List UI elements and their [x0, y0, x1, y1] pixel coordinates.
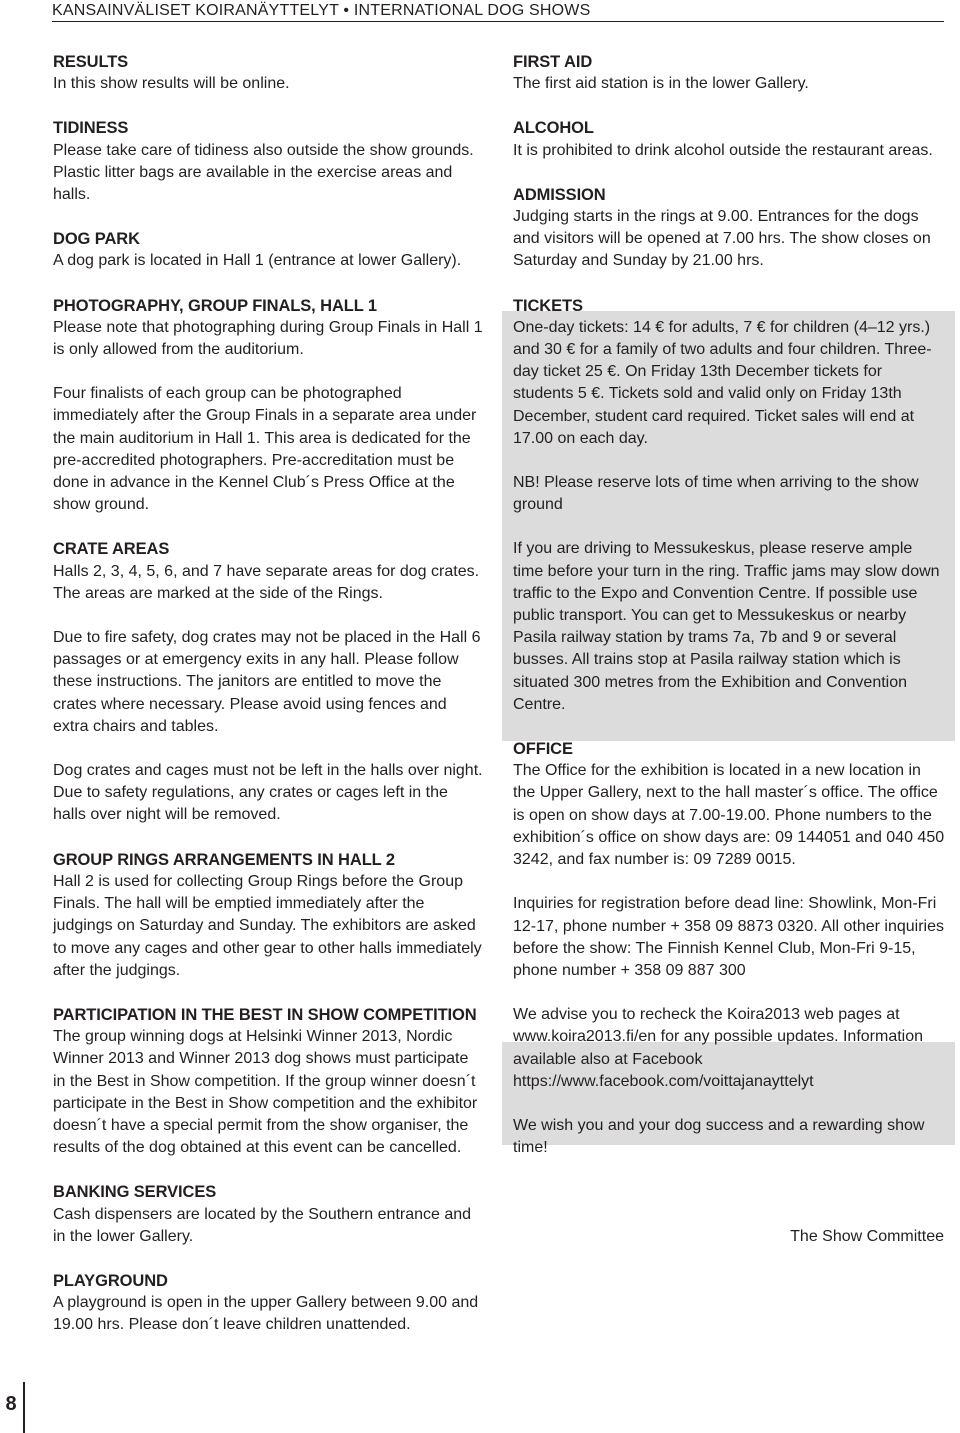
right-column: [513, 51, 945, 1159]
playground-heading: PLAYGROUND: [53, 1271, 168, 1290]
photography-heading: PHOTOGRAPHY, GROUP FINALS, HALL 1: [53, 296, 377, 315]
playground-section: [53, 1270, 485, 1337]
tickets-section: [513, 295, 945, 716]
results-heading: RESULTS: [53, 53, 129, 71]
results-text: In this show results will be online.: [53, 75, 290, 93]
tickets-heading: TICKETS: [513, 296, 583, 315]
admission-heading: ADMISSION: [513, 185, 606, 204]
best-in-show-text: The group winning dogs at Helsinki Winner 2013, Nordic Winner 2013 and Winner 2013 dog shows must participate in the Best in Show competition. If the group winner doesn´t participate in the Best in Show competition and the exhibitor doesn´t have a special permit from the show organiser, the results of the dog obtained at this event can be cancelled.: [53, 1028, 478, 1157]
group-rings-heading: GROUP RINGS ARRANGEMENTS IN HALL 2: [53, 850, 395, 869]
banking-text: Cash dispensers are located by the Southern entrance and in the lower Gallery.: [53, 1205, 472, 1245]
dog-park-heading: DOG PARK: [53, 230, 140, 249]
dog-park-text: A dog park is located in Hall 1 (entrance at lower Gallery).: [53, 252, 462, 270]
tickets-text-2: NB! Please reserve lots of time when arriving to the show ground: [513, 474, 919, 514]
tickets-text-1: One-day tickets: 14 € for adults, 7 € for children (4–12 yrs.) and 30 € for a family of two adults and four children. Three-day ticket 25 €. On Friday 13th December tickets for students 5 €. Tickets sold and valid only on Friday 13th December, student card required. Ticket sales will end at 17.00 on each day.: [513, 318, 932, 447]
best-in-show-section: [53, 1004, 485, 1159]
admission-section: [513, 184, 945, 273]
crate-areas-text-2: Due to fire safety, dog crates may not be placed in the Hall 6 passages or at emergency exits in any hall. Please follow these instructions. The janitors are entitled to move the crates where necessary. Please avoid using fences and extra chairs and tables.: [53, 629, 481, 735]
photography-section: [53, 295, 485, 517]
photography-text-2: Four finalists of each group can be photographed immediately after the Group Finals in a separate area under the main auditorium in Hall 1. This area is dedicated for the pre-accredited photographers. Pre-accreditation must be done in advance in the Kennel Club´s Press Office at the show ground.: [53, 385, 477, 514]
photography-text-1: Please note that photographing during Group Finals in Hall 1 is only allowed from the auditorium.: [53, 318, 483, 359]
crate-areas-heading: CRATE AREAS: [53, 540, 170, 559]
best-in-show-heading: PARTICIPATION IN THE BEST IN SHOW COMPETITION: [53, 1005, 477, 1024]
group-rings-text: Hall 2 is used for collecting Group Rings before the Group Finals. The hall will be emptied immediately after the judgings on Saturday and Sunday. The exhibitors are asked to move any cages and other gear to other halls immediately after the judgings.: [53, 872, 482, 979]
group-rings-section: [53, 849, 485, 982]
left-column: [53, 51, 485, 1337]
results-section: [53, 51, 485, 95]
alcohol-heading: ALCOHOL: [513, 119, 594, 138]
tidiness-section: [53, 117, 485, 206]
page-number: 8: [5, 1393, 17, 1415]
first-aid-text: The first aid station is in the lower Gallery.: [513, 75, 809, 93]
dog-park-section: [53, 228, 485, 272]
banking-section: [53, 1181, 485, 1248]
signature: The Show Committee: [790, 1228, 944, 1245]
tidiness-heading: TIDINESS: [53, 119, 129, 138]
banking-heading: BANKING SERVICES: [53, 1183, 217, 1202]
alcohol-section: [513, 117, 945, 161]
alcohol-text: It is prohibited to drink alcohol outside the restaurant areas.: [513, 141, 933, 159]
tidiness-text: Please take care of tidiness also outside the show grounds. Plastic litter bags are available in the exercise areas and halls.: [53, 141, 474, 204]
office-text-4: We wish you and your dog success and a rewarding show time!: [513, 1116, 925, 1157]
running-head: KANSAINVÄLISET KOIRANÄYTTELYT • INTERNATIONAL DOG SHOWS: [52, 2, 591, 19]
folio-rule: [23, 1382, 25, 1433]
crate-areas-text-3: Dog crates and cages must not be left in the halls over night. Due to safety regulations, any crates or cages left in the halls over night will be removed.: [53, 762, 483, 824]
crate-areas-text-1: Halls 2, 3, 4, 5, 6, and 7 have separate areas for dog crates. The areas are marked at the side of the Rings.: [53, 562, 480, 602]
office-text-1: The Office for the exhibition is located in a new location in the Upper Gallery, next to the hall master´s office. The office is open on show days at 7.00-19.00. Phone numbers to the exhibition´s office on show days are: 09 144051 and 040 450 3242, and fax number is: 09 7289 0015.: [513, 762, 945, 869]
playground-text: A playground is open in the upper Gallery between 9.00 and 19.00 hrs. Please don´t leave children unattended.: [53, 1294, 479, 1334]
office-section: [513, 738, 945, 1159]
tickets-text-3: If you are driving to Messukeskus, please reserve ample time before your turn in the ring. Traffic jams may slow down traffic to the Expo and Convention Centre. If possible use public transport. You can get to Messukeskus or nearby Pasila railway station by trams 7a, 7b and 9 or several busses. All trains stop at Pasila railway station which is situated 300 metres from the Exhibition and Convention Centre.: [513, 540, 940, 713]
first-aid-section: [513, 51, 945, 95]
first-aid-heading: FIRST AID: [513, 53, 593, 71]
header-rule: [52, 21, 944, 22]
office-text-3: We advise you to recheck the Koira2013 web pages at www.koira2013.fi/en for any possible updates. Information available also at Facebook https://www.facebook.com/voittajanayttelyt: [513, 1006, 924, 1090]
office-heading: OFFICE: [513, 740, 573, 759]
admission-text: Judging starts in the rings at 9.00. Entrances for the dogs and visitors will be opened at 7.00 hrs. The show closes on Saturday and Sunday by 21.00 hrs.: [513, 208, 931, 270]
office-text-2: Inquiries for registration before dead line: Showlink, Mon-Fri 12-17, phone number + 358 09 8873 0320. All other inquiries before the show: The Finnish Kennel Club, Mon-Fri 9-15, phone number + 358 09 887 300: [513, 895, 944, 979]
crate-areas-section: [53, 538, 485, 826]
